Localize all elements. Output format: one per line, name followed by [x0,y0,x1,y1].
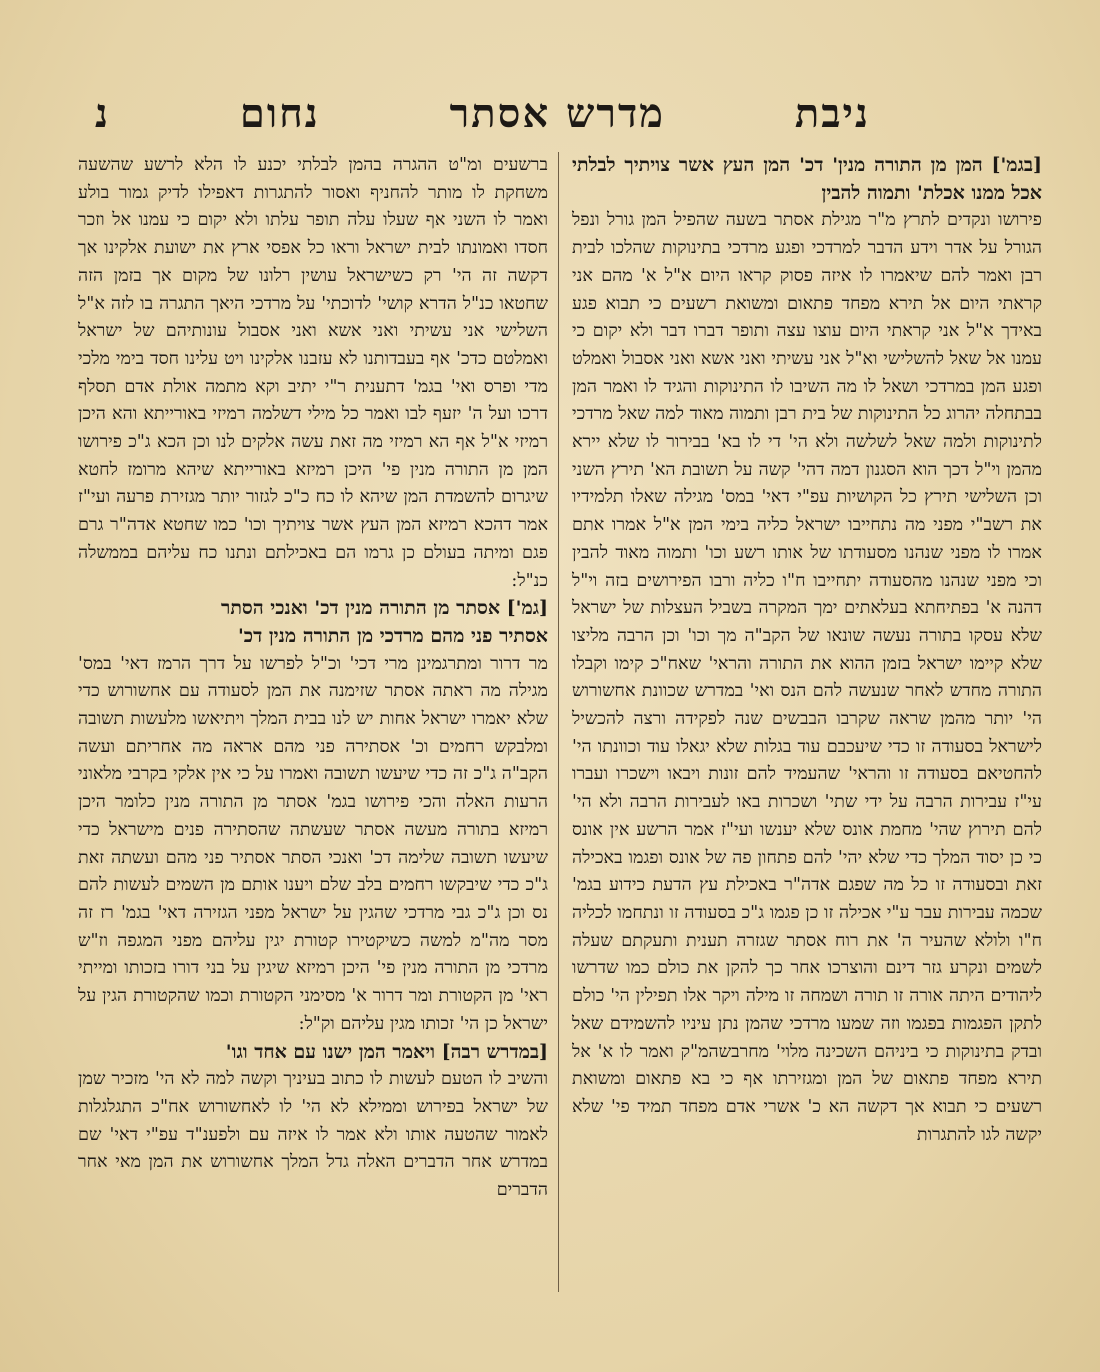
right-column-text: פירושו ונקדים לתרץ מ"ר מגילת אסתר בשעה שהפיל המן גורל ונפל הגורל על אדר וידע הדבר למרדכי ופגע מרדכי בתינוקות שהלכו לבית רבן ואמר להם שיאמרו לו איזה פסוק קראו היום א"ל א' מהם אני קראתי היום אל תירא מפחד פתאום ומשואת רשעים כי תבוא פגע באידך א"ל אני קראתי היום עוצו עצה ותופר דברו דבר ולא יקום כי עמנו אל שאל להשלישי וא"ל אני עשיתי ואני אשא ואני אסבול ואמלט ופגע המן במרדכי ושאל לו מה השיבו לו התינוקות והגיד לו ואמר המן בבתחלה יהרוג כל התינוקות של בית רבן ותמוה מאוד למה שאל מרדכי לתינוקות ולמה שאל לשלשה ולא הי' די לו בא' בבירור לו שלא יירא מהמן וי"ל דכך הוא הסגנון דמה דהי' קשה על תשובת הא' תירץ השני וכן השלישי תירץ כל הקושיות עפ"י דאי' במס' מגילה שאלו תלמידיו את רשב"י מפני מה נתחייבו ישראל כליה בימי המן א"ל אמרו אתם אמרו לו מפני שנהנו מסעודתו של אותו רשע וכו' ותמוה מאוד להבין וכי מפני שנהנו מהסעודה יתחייבו ח"ו כליה ורבו הפירושים בזה וי"ל דהנה א' בפתיחתא בעלאתים ימך המקרה בשביל העצלות של ישראל שלא עסקו בתורה נעשה שונאו של הקב"ה מך וכו' וכן הרבה מליצו שלא קיימו ישראל בזמן ההוא את התורה והראי' שאח"כ קימו וקבלו התורה מחדש לאחר שנעשה להם הנס ואי' במדרש שכוונת אחשורוש הי' יותר מהמן שראה שקרבו הבבשים שנה לפקידה ורצה להכשיל לישראל בסעודה זו כדי שיעכבם עוד בגלות שלא יגאלו עוד וכוונתו הי' להחטיאם בסעודה זו והראי' שהעמיד להם זונות ויבאו וישכרו ועברו עי"ז עבירות הרבה על ידי שתי' ושכרות באו לעבירות הרבה ולא הי' להם תירוץ שהי' מחמת אונס שלא יענשו ועי"ז אמר הרשע אין אונס כי כן יסוד המלך כדי שלא יהי' להם פתחון פה של אונס ופגמו באכילה זאת ובסעודה זו כל מה שפגם אדה"ר באכילת עץ הדעת כידוע בגמ' שכמה עבירות עבר ע"י אכילה זו כן פגמו ג"כ בסעודה זו ונתחמו לכליה ח"ו ולולא שהעיר ה' את רוח אסתר שגזרה תענית ותעקתם שעלה לשמים ונקרע גזר דינם והוצרכו אחר כך להקן את כולם כמו שדרשו ליהודים היתה אורה זו תורה ושמחה זו מילה ויקר אלו תפילין הי' כולם לתקן הפגמות בפגמו וזה שמעו מרדכי שהמן נתן עיניו להשמידם שאל ובדק בתינוקות כי ביניהם השכינה מלוי' מחרבשהמ"ק ואמר לו א' אל תירא מפחד פתאום של המן ומגזירתו אף כי בא פתאום ומשואת רשעים כי תבוא אך דקשה הא כ' אשרי אדם מפחד תמיד פי' שלא יקשה לגו להתגרות [572,210,1042,1145]
column-divider [558,152,559,1292]
left-column [78,152,548,1292]
page-header [95,88,870,138]
left-column-text-3: והשיב לו הטעם לעשות לו כתוב בעיניך וקשה למה לא הי' מזכיר שמן של ישראל בפירוש וממילא לא הי' לו לאחשורוש אח"כ התגלגלות לאמור שהטעה אותו ולא אמר לו איזה עם ולפענ"ד עפ"י דאי' שם במדרש אחר הדברים האלה גדל המלך אחשורוש את המן מאי אחר הדברים [78,1069,548,1201]
left-column-heading-3: אסתיר פני מהם מרדכי מן התורה מנין דכ' [237,624,548,647]
left-column-heading-4: [במדרש רבה] ויאמר המן ישנו עם אחד וגו' [225,1040,548,1063]
right-column [572,152,1042,1292]
header-title-nachum: נחום [239,89,320,137]
header-title-niv: ניבת [794,89,870,137]
header-title-midrash-esther: מדרש אסתר [449,89,665,137]
page-number: נ [95,89,111,137]
left-column-text-2: מר דרור ומתרגמינן מרי דכי' וכ"ל לפרשו על דרך הרמז דאי' במס' מגילה מה ראתה אסתר שזימנה את המן לסעודה עם אחשורוש כדי שלא יאמרו ישראל אחות יש לנו בבית המלך ויתיאשו מלעשות תשובה ומלבקש רחמים וכ' אסתירה פני מהם אראה מה אחריתם ועשה הקב"ה ג"כ זה כדי שיעשו תשובה ואמרו על כי אין אלקי בקרבי מלאוני הרעות האלה והכי פירושו בגמ' אסתר מן התורה מנין כלומר היכן רמיזא בתורה מעשה אסתר שעשתה שהסתירה פנים מישראל כדי שיעשו תשובה שלימה דכ' ואנכי הסתר אסתיר פני מהם ועשתה זאת ג"כ כדי שיבקשו רחמים בלב שלם ויענו אותם מן השמים לעשות להם נס וכן ג"כ גבי מרדכי שהגין על ישראל מפני הגזירה דאי' בגמ' רז זה מסר מה"מ למשה כשיקטירו קטורת יגין עליהם מפני המגפה וז"ש מרדכי מן התורה מנין פי' היכן רמיזא שיגין על בני דורו בזכותו ומייתי ראי' מן הקטורת ומר דרור א' מסימני הקטורת וכמו שהקטורת הגין על ישראל כן הי' זכותו מגין עליהם וק"ל: [78,653,548,1034]
left-column-text-1: ברשעים ומ"ט ההגרה בהמן לבלתי יכנע לו הלא לרשע שהשעה משחקת לו מותר להחניף ואסור להתגרות דאפילו לדיק גמור בולע ואמר לו השני אף שעלו עלה תופר עלתו ולא יקום כי עמנו אל וזכר חסדו ואמונתו לבית ישראל וראו כל אפסי ארץ את ישועת אלקינו אך דקשה זה הי' רק כשישראל עושין רלונו של מקום אך בזמן הזה שחטאו כנ"ל הדרא קושי' לדוכתי' על מרדכי היאך התגרה בו לזה א"ל השלישי אני עשיתי ואני אשא ואני אסבול עונותיהם של ישראל ואמלטם כדכ' אף בעבדותנו לא עזבנו אלקינו ויט עלינו חסד בימי מלכי מדי ופרס ואי' בגמ' דתענית ר"י יתיב וקא מתמה אולת אדם תסלף דרכו ועל ה' יזעף לבו ואמר כל מילי דשלמה רמיזי באורייתא והא היכן רמיזי א"ל אף הא רמיזי מה זאת עשה אלקים לנו וכן הכא ג"כ פירושו המן מן התורה מנין פי' היכן רמיזא באורייתא שיהא מרומז לחטא שיגרום להשמדת המן שיהא לו כח כ"כ לגזור יותר מגזירת פרעה ועי"ז אמר דהכא רמיזא המן העץ אשר צויתיך וכו' כמו שחטא אדה"ר גרם פגם ומיתה בעולם כן גרמו הם באכילתם ונתנו כח עליהם בממשלה כנ"ל: [78,155,548,591]
left-column-heading-2: [גמ'] אסתר מן התורה מנין דכ' ואנכי הסתר [221,597,548,620]
right-column-heading: [בגמ'] המן מן התורה מנין' דכ' המן העץ אשר צויתיך לבלתי אכל ממנו אכלת' ותמוה להבין [572,154,1042,204]
